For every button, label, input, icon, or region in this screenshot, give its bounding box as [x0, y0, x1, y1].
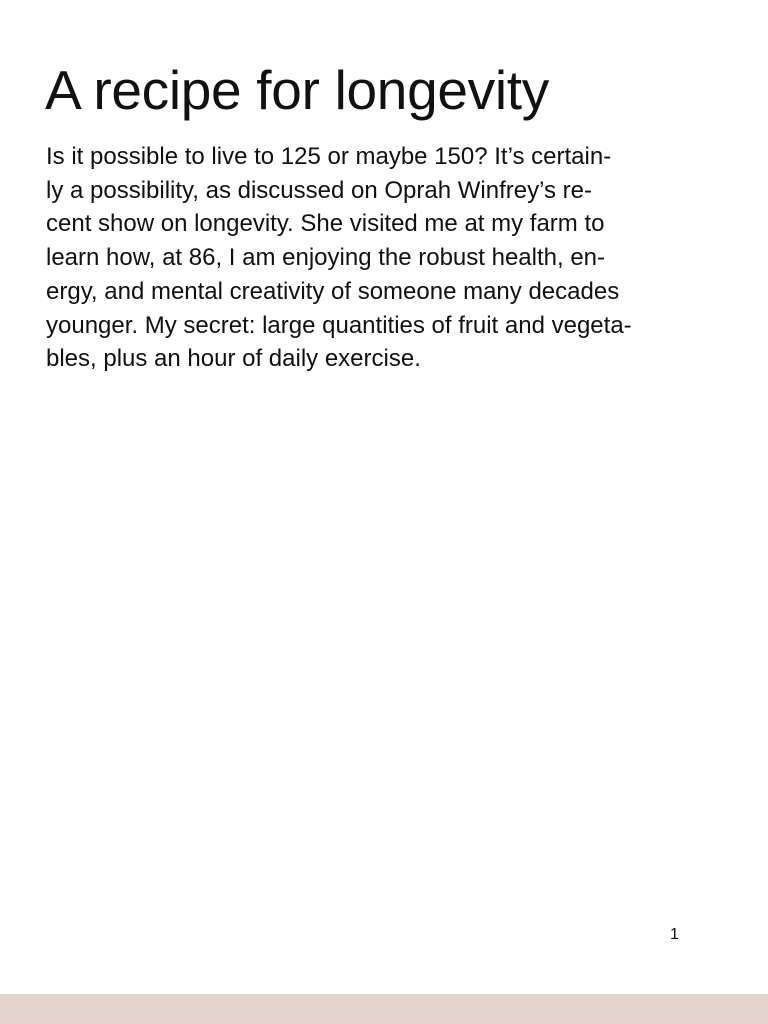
body-line: learn how, at 86, I am enjoying the robust health, en- [46, 244, 606, 272]
body-line: ergy, and mental creativity of someone many decades [46, 277, 620, 305]
body-line: bles, plus an hour of daily exercise. [46, 345, 421, 373]
footer-band [0, 994, 768, 1024]
page-number: 1 [670, 926, 679, 943]
body-line: cent show on longevity. She visited me at my farm to [46, 210, 605, 238]
body-line: ly a possibility, as discussed on Oprah Winfrey’s re- [46, 176, 592, 204]
body-paragraph [46, 140, 736, 376]
body-line: Is it possible to live to 125 or maybe 150? It’s certain- [46, 143, 612, 170]
body-line: younger. My secret: large quantities of fruit and vegeta- [46, 311, 632, 339]
page-title: A recipe for longevity [45, 59, 549, 121]
